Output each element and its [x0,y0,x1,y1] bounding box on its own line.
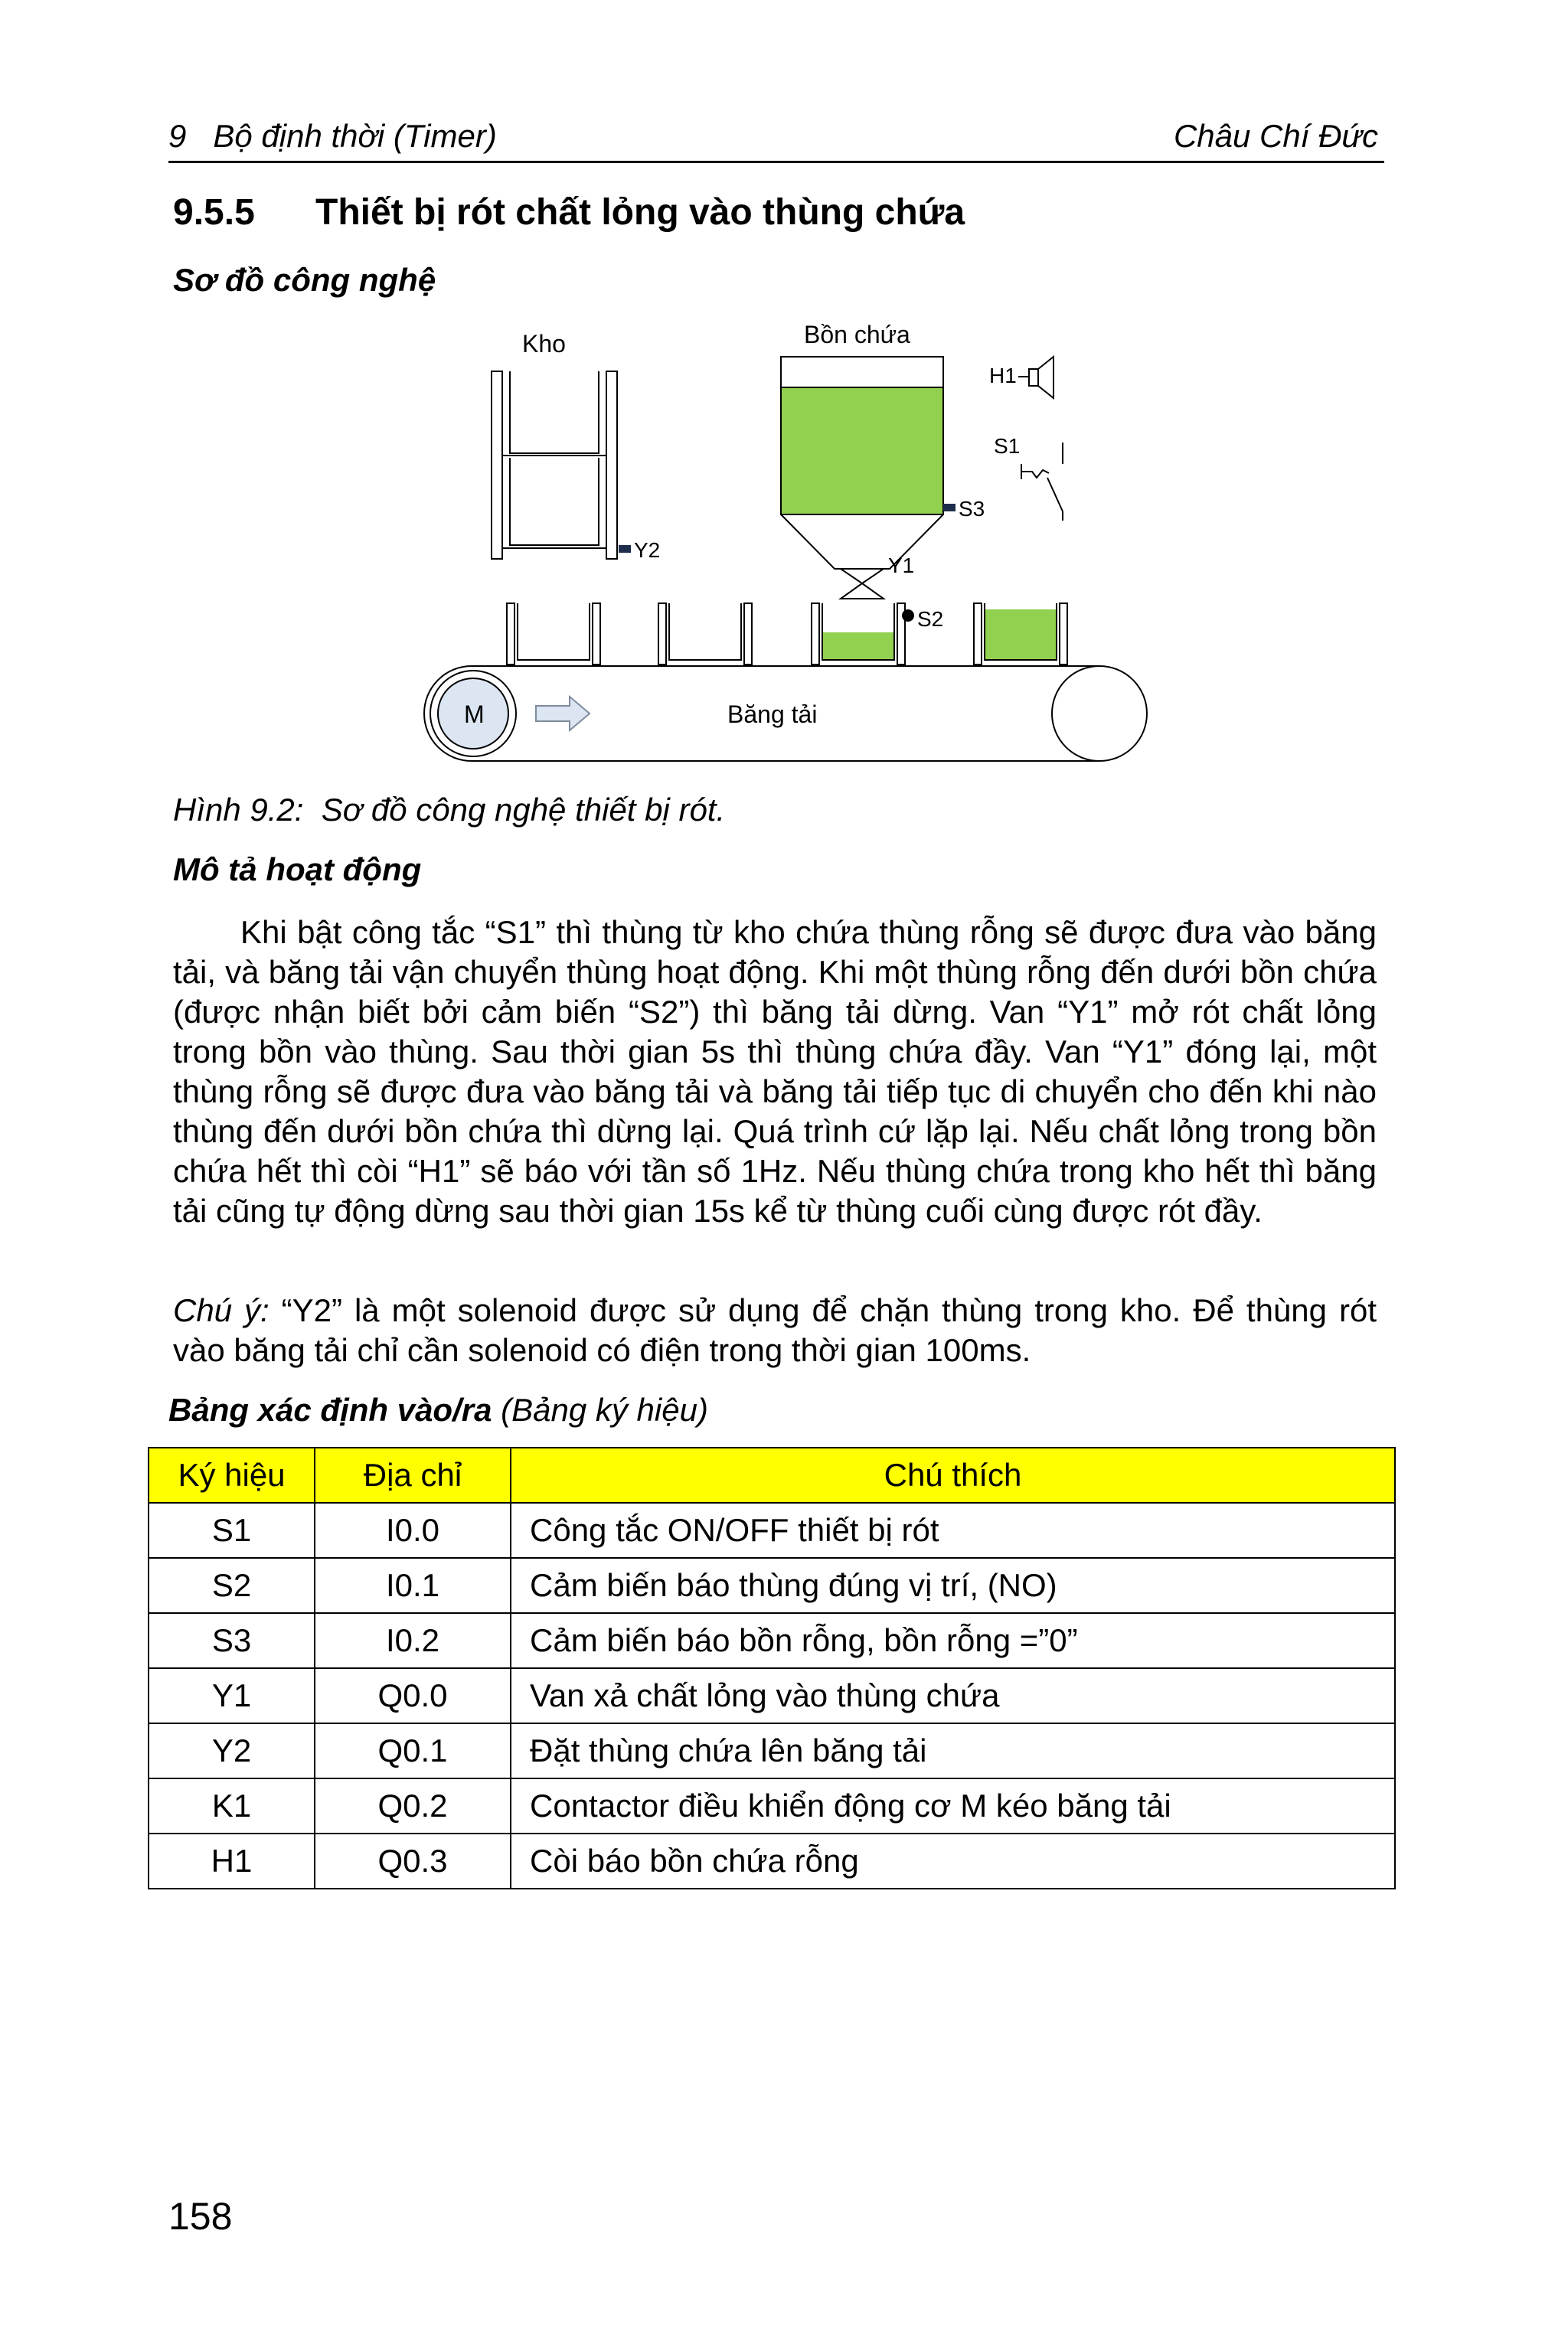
cell-symbol: H1 [149,1834,315,1889]
io-table-title-italic: (Bảng ký hiệu) [492,1392,708,1428]
switch-s1-icon [1021,442,1063,521]
section-number: 9.5.5 [173,192,255,233]
cell-symbol: K1 [149,1778,315,1834]
tank-label: Bồn chứa [804,321,910,348]
empty-container-1 [507,603,600,665]
cell-description: Cảm biến báo bồn rỗng, bồn rỗng =”0” [511,1613,1395,1668]
figure-caption: Hình 9.2: Sơ đồ công nghệ thiết bị rót. [173,792,726,828]
s2-label: S2 [917,607,944,631]
warehouse-label: Kho [522,330,566,358]
note-paragraph [173,1291,1377,1370]
direction-arrow-icon [536,697,590,730]
motor-label: M [464,700,485,728]
section-title: Thiết bị rót chất lỏng vào thùng chứa [315,192,965,233]
filling-container [812,603,905,665]
cell-symbol: Y1 [149,1668,315,1723]
filling-container-liquid [822,632,894,660]
full-container [974,603,1067,665]
io-table-title [168,1392,708,1429]
table-row [149,1778,1395,1834]
io-table [148,1447,1396,1889]
table-row [149,1834,1395,1889]
sensor-s2-marker [902,609,914,622]
cell-address: Q0.0 [315,1668,511,1723]
chapter-title: 9 Bộ định thời (Timer) [168,118,497,154]
process-diagram [406,314,1156,781]
table-row [149,1613,1395,1668]
warehouse-rack [492,371,617,559]
cell-description: Cảm biến báo thùng đúng vị trí, (NO) [511,1558,1395,1613]
table-row [149,1503,1395,1558]
io-table-header-row [149,1448,1395,1503]
cell-address: I0.2 [315,1613,511,1668]
operation-description [173,913,1377,1231]
io-table-title-bold: Bảng xác định vào/ra [168,1392,492,1428]
header-address: Địa chỉ [315,1448,511,1503]
note-label: Chú ý: [173,1292,270,1328]
cell-description: Còi báo bồn chứa rỗng [511,1834,1395,1889]
full-container-liquid [985,609,1057,660]
operation-heading: Mô tả hoạt động [173,851,422,887]
sensor-s3-marker [943,504,956,511]
s3-label: S3 [959,497,985,521]
conveyor-label: Băng tải [727,700,818,728]
page-number: 158 [168,2195,233,2238]
author-name: Châu Chí Đức [1173,118,1378,154]
cell-description: Van xả chất lỏng vào thùng chứa [511,1668,1395,1723]
table-row [149,1558,1395,1613]
cell-address: Q0.2 [315,1778,511,1834]
cell-description: Đặt thùng chứa lên băng tải [511,1723,1395,1778]
cell-symbol: S2 [149,1558,315,1613]
cell-symbol: Y2 [149,1723,315,1778]
cell-symbol: S1 [149,1503,315,1558]
empty-container-2 [658,603,752,665]
cell-description: Contactor điều khiển động cơ M kéo băng tải [511,1778,1395,1834]
y1-label: Y1 [888,554,915,577]
h1-label: H1 [989,364,1017,387]
cell-description: Công tắc ON/OFF thiết bị rót [511,1503,1395,1558]
cell-address: I0.0 [315,1503,511,1558]
cell-address: Q0.1 [315,1723,511,1778]
solenoid-y2-marker [619,545,631,553]
storage-tank [781,357,943,569]
section-heading [173,191,965,233]
table-row [149,1723,1395,1778]
cell-symbol: S3 [149,1613,315,1668]
running-header [168,113,1384,163]
tank-liquid [781,387,943,514]
header-symbol: Ký hiệu [149,1448,315,1503]
operation-paragraph: Khi bật công tắc “S1” thì thùng từ kho chứa thùng rỗng sẽ được đưa vào băng tải, và băng tải vận chuyển thùng hoạt động. Khi một thùng rỗng đến dưới bồn chứa (được nhận biết bởi cảm biến “S2”) thì băng tải dừng. Van “Y1” mở rót chất lỏng trong bồn vào thùng. Sau thời gian 5s thì thùng chứa đầy. Van “Y1” đóng lại, một thùng rỗng sẽ được đưa vào băng tải và băng tải tiếp tục di chuyển cho đến khi nào thùng đến dưới bồn chứa thì dừng lại. Quá trình cứ lặp lại. Nếu chất lỏng trong bồn chứa hết thì còi “H1” sẽ báo với tần số 1Hz. Nếu thùng chứa trong kho hết thì băng tải cũng tự động dừng sau thời gian 15s kể từ thùng cuối cùng được rót đầy. [173,914,1377,1229]
valve-y1-icon [841,569,884,599]
header-description: Chú thích [511,1448,1395,1503]
horn-h1-icon [1018,357,1054,398]
diagram-heading: Sơ đồ công nghệ [173,262,436,298]
cell-address: Q0.3 [315,1834,511,1889]
y2-label: Y2 [634,538,661,562]
cell-address: I0.1 [315,1558,511,1613]
note-text: “Y2” là một solenoid được sử dụng để chặn thùng trong kho. Để thùng rót vào băng tải chỉ cần solenoid có điện trong thời gian 100ms. [173,1292,1377,1368]
table-row [149,1668,1395,1723]
s1-label: S1 [994,434,1021,458]
